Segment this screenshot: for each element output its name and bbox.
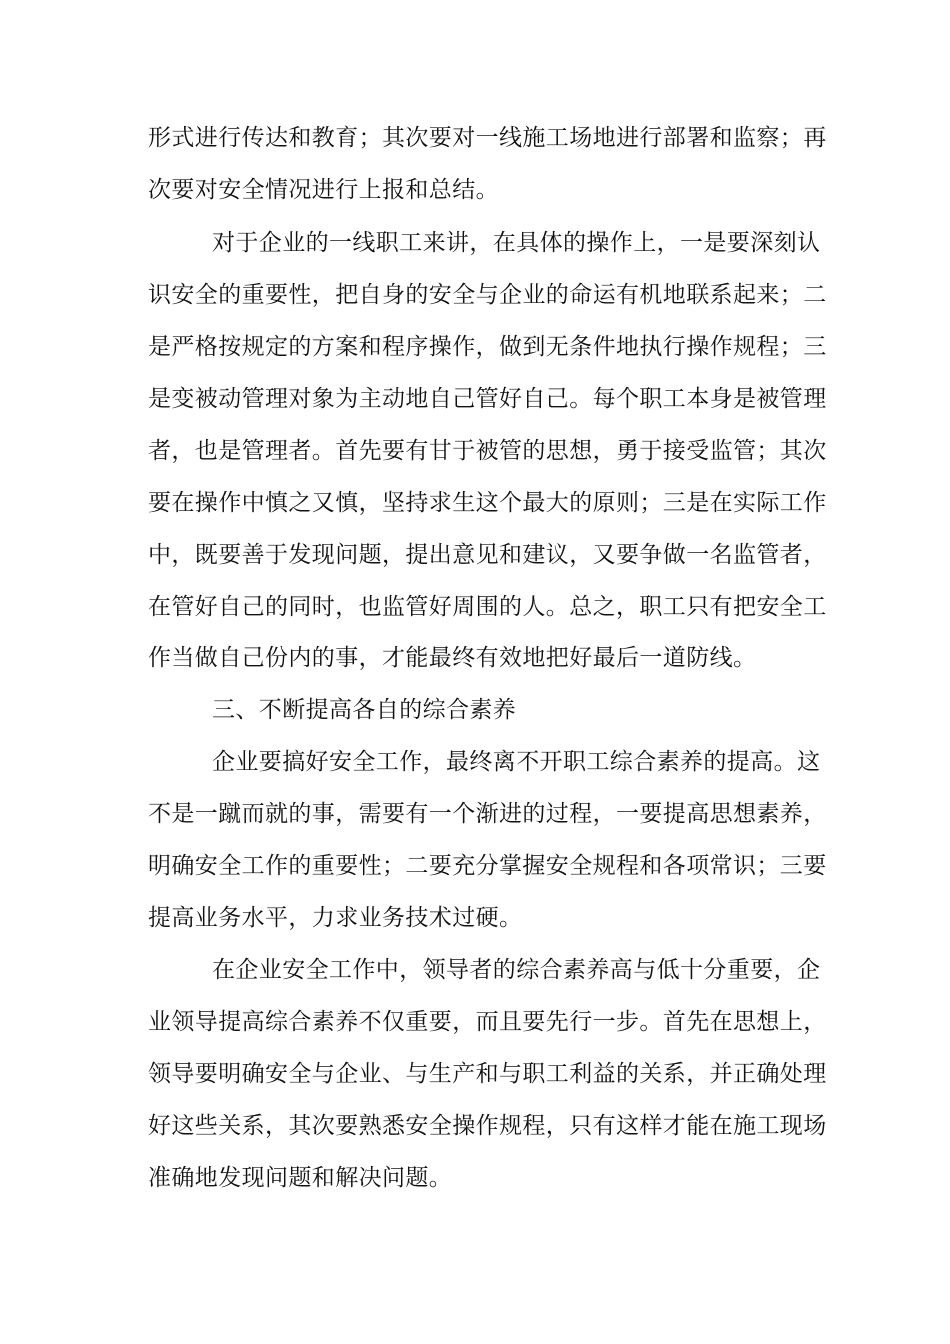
paragraph-1-line-1: 形式进行传达和教育；其次要对一线施工场地进行部署和监察；再 bbox=[148, 125, 827, 151]
paragraph-3-line-4: 提高业务水平，力求业务技术过硬。 bbox=[148, 905, 523, 931]
paragraph-1-line-2: 次要对安全情况进行上报和总结。 bbox=[148, 177, 499, 203]
paragraph-2-line-7: 中，既要善于发现问题，提出意见和建议，又要争做一名监管者， bbox=[148, 542, 827, 568]
paragraph-3-line-2: 不是一蹴而就的事，需要有一个渐进的过程，一要提高思想素养， bbox=[148, 801, 827, 827]
paragraph-2-line-5: 者，也是管理者。首先要有甘于被管的思想，勇于接受监管；其次 bbox=[148, 438, 827, 464]
paragraph-3-line-3: 明确安全工作的重要性；二要充分掌握安全规程和各项常识；三要 bbox=[148, 853, 827, 879]
section-heading: 三、不断提高各自的综合素养 bbox=[212, 697, 517, 723]
paragraph-4-line-5: 准确地发现问题和解决问题。 bbox=[148, 1165, 453, 1191]
paragraph-4-line-1: 在企业安全工作中，领导者的综合素养高与低十分重要，企 bbox=[212, 957, 821, 983]
paragraph-2-line-9: 作当做自己份内的事，才能最终有效地把好最后一道防线。 bbox=[148, 645, 757, 671]
paragraph-2-line-3: 是严格按规定的方案和程序操作，做到无条件地执行操作规程；三 bbox=[148, 334, 827, 360]
paragraph-3-line-1: 企业要搞好安全工作，最终离不开职工综合素养的提高。这 bbox=[212, 749, 821, 775]
paragraph-2-line-6: 要在操作中慎之又慎，坚持求生这个最大的原则；三是在实际工作 bbox=[148, 490, 827, 516]
paragraph-4-line-4: 好这些关系，其次要熟悉安全操作规程，只有这样才能在施工现场 bbox=[148, 1113, 827, 1139]
paragraph-4-line-2: 业领导提高综合素养不仅重要，而且要先行一步。首先在思想上， bbox=[148, 1009, 827, 1035]
paragraph-2-line-1: 对于企业的一线职工来讲，在具体的操作上，一是要深刻认 bbox=[212, 230, 821, 256]
paragraph-2-line-8: 在管好自己的同时，也监管好周围的人。总之，职工只有把安全工 bbox=[148, 594, 827, 620]
paragraph-2-line-2: 识安全的重要性，把自身的安全与企业的命运有机地联系起来；二 bbox=[148, 282, 827, 308]
paragraph-2-line-4: 是变被动管理对象为主动地自己管好自己。每个职工本身是被管理 bbox=[148, 386, 827, 412]
paragraph-4-line-3: 领导要明确安全与企业、与生产和与职工利益的关系，并正确处理 bbox=[148, 1061, 827, 1087]
